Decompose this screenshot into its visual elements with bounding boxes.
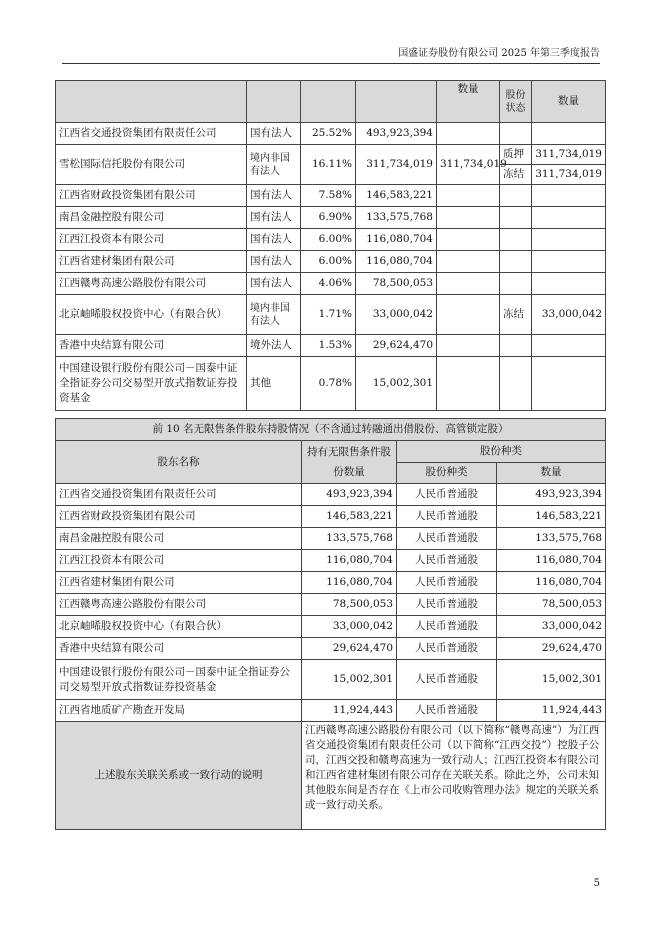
share-status: 冻结 (500, 295, 532, 335)
share-count: 33,000,042 (356, 295, 437, 335)
holder-name: 中国建设银行股份有限公司－国泰中证全指证券公司交易型开放式指数证券投资基金 (56, 660, 302, 700)
holder-name: 江西江投资本有限公司 (56, 550, 302, 572)
holder-type: 国有法人 (247, 207, 301, 229)
table-row (56, 528, 606, 550)
unrestricted-qty: 493,923,394 (302, 484, 397, 506)
kind-qty: 11,924,443 (497, 700, 606, 722)
share-count: 133,575,768 (356, 207, 437, 229)
holder-name: 江西省财政投资集团有限公司 (56, 185, 247, 207)
header-share-status: 股份状态 (500, 81, 532, 123)
restricted-qty: 311,734,019 (437, 145, 500, 185)
empty-cell (500, 335, 532, 357)
share-kind: 人民币普通股 (397, 506, 497, 528)
holding-pct: 6.00% (301, 251, 356, 273)
holder-name: 江西省地质矿产勘查开发局 (56, 700, 302, 722)
holder-name: 江西赣粤高速公路股份有限公司 (56, 273, 247, 295)
kind-qty: 29,624,470 (497, 638, 606, 660)
table-row (56, 295, 606, 335)
share-count: 311,734,019 (356, 145, 437, 185)
header-share-kind: 股份种类 (397, 441, 606, 463)
holder-type: 其他 (247, 357, 301, 411)
holding-pct: 6.00% (301, 229, 356, 251)
holder-type: 境内非国有法人 (247, 295, 301, 335)
header-qty: 数量 (437, 81, 500, 123)
table-row (56, 660, 606, 700)
table-row (56, 251, 606, 273)
status-qty (532, 123, 606, 145)
relation-note-text: 江西赣粤高速公路股份有限公司（以下简称“赣粤高速”）为江西省交通投资集团有限责任公司（以下简称“江西交投”）控股子公司，江西交投和赣粤高速为一致行动人；江西江投资本有限公司和江西省建材集团有限公司存在关联关系。除此之外，公司未知其他股东间是否存在《上市公司收购管理办法》规定的关联关系或一致行动关系。 (302, 722, 606, 830)
holder-name: 香港中央结算有限公司 (56, 638, 302, 660)
holding-pct: 1.53% (301, 335, 356, 357)
kind-qty: 15,002,301 (497, 660, 606, 700)
page-header (62, 44, 600, 64)
kind-qty: 78,500,053 (497, 594, 606, 616)
unrestricted-qty: 29,624,470 (302, 638, 397, 660)
table-row (56, 335, 606, 357)
empty-cell (532, 207, 606, 229)
kind-qty: 116,080,704 (497, 550, 606, 572)
status-qty: 33,000,042 (532, 295, 606, 335)
empty-cell (437, 185, 500, 207)
holding-pct: 1.71% (301, 295, 356, 335)
empty-cell (500, 229, 532, 251)
share-status (500, 123, 532, 145)
table-row (56, 207, 606, 229)
table-row (56, 273, 606, 295)
share-kind: 人民币普通股 (397, 572, 497, 594)
table-row (56, 700, 606, 722)
empty-cell (532, 229, 606, 251)
share-kind: 人民币普通股 (397, 528, 497, 550)
unrestricted-qty: 146,583,221 (302, 506, 397, 528)
unrestricted-qty: 11,924,443 (302, 700, 397, 722)
table-row (56, 572, 606, 594)
table-row (56, 229, 606, 251)
restricted-qty (437, 123, 500, 145)
unrestricted-qty: 33,000,042 (302, 616, 397, 638)
relation-note-row (56, 722, 606, 830)
holder-name: 江西省财政投资集团有限公司 (56, 506, 302, 528)
kind-qty: 33,000,042 (497, 616, 606, 638)
holder-name: 南昌金融控股有限公司 (56, 528, 302, 550)
holder-name: 北京岫晞股权投资中心（有限合伙） (56, 295, 247, 335)
header-kind: 股份种类 (397, 462, 497, 484)
empty-cell (437, 273, 500, 295)
empty-cell (500, 251, 532, 273)
table-header-row (56, 81, 606, 123)
holder-type: 境内非国有法人 (247, 145, 301, 185)
status-qty: 311,734,019 (532, 165, 606, 185)
holder-name: 南昌金融控股有限公司 (56, 207, 247, 229)
status-qty: 311,734,019 (532, 145, 606, 165)
table-row (56, 123, 606, 145)
unrestricted-shareholders-table (55, 418, 606, 830)
report-title: 国盛证券股份有限公司 2025 年第三季度报告 (398, 48, 600, 59)
empty-cell (437, 207, 500, 229)
empty-cell (500, 207, 532, 229)
unrestricted-qty: 116,080,704 (302, 550, 397, 572)
holder-name: 中国建设银行股份有限公司－国泰中证全指证券公司交易型开放式指数证券投资基金 (56, 357, 247, 411)
share-status: 冻结 (500, 165, 532, 185)
empty-cell (437, 295, 500, 335)
empty-cell (437, 357, 500, 411)
share-kind: 人民币普通股 (397, 484, 497, 506)
share-count: 493,923,394 (356, 123, 437, 145)
holder-name: 江西省交通投资集团有限责任公司 (56, 484, 302, 506)
share-count: 15,002,301 (356, 357, 437, 411)
share-kind: 人民币普通股 (397, 638, 497, 660)
empty-cell (532, 251, 606, 273)
table-row (56, 185, 606, 207)
relation-note-label: 上述股东关联关系或一致行动的说明 (56, 722, 302, 830)
share-kind: 人民币普通股 (397, 660, 497, 700)
holder-name: 江西赣粤高速公路股份有限公司 (56, 594, 302, 616)
holder-name: 江西省建材集团有限公司 (56, 251, 247, 273)
share-count: 116,080,704 (356, 251, 437, 273)
table-row (56, 506, 606, 528)
unrestricted-qty: 15,002,301 (302, 660, 397, 700)
table-row (56, 145, 606, 165)
top-shareholders-table (55, 80, 606, 411)
empty-cell (532, 273, 606, 295)
holding-pct: 16.11% (301, 145, 356, 185)
table-header-row (56, 441, 606, 463)
empty-cell (437, 335, 500, 357)
kind-qty: 146,583,221 (497, 506, 606, 528)
section-title-row (56, 419, 606, 441)
empty-cell (500, 185, 532, 207)
holder-name: 雪松国际信托股份有限公司 (56, 145, 247, 185)
header-holder-name: 股东名称 (56, 441, 302, 484)
table-row (56, 550, 606, 572)
share-status: 质押 (500, 145, 532, 165)
holder-type: 国有法人 (247, 123, 301, 145)
holding-pct: 6.90% (301, 207, 356, 229)
share-count: 78,500,053 (356, 273, 437, 295)
table-row (56, 484, 606, 506)
table-row (56, 638, 606, 660)
kind-qty: 493,923,394 (497, 484, 606, 506)
unrestricted-qty: 116,080,704 (302, 572, 397, 594)
holder-type: 境外法人 (247, 335, 301, 357)
empty-cell (500, 357, 532, 411)
unrestricted-qty: 78,500,053 (302, 594, 397, 616)
empty-cell (532, 335, 606, 357)
holding-pct: 4.06% (301, 273, 356, 295)
header-qty: 数量 (497, 462, 606, 484)
empty-cell (532, 185, 606, 207)
share-count: 29,624,470 (356, 335, 437, 357)
header-qty2: 数量 (532, 81, 606, 123)
share-count: 146,583,221 (356, 185, 437, 207)
holding-pct: 25.52% (301, 123, 356, 145)
table-row (56, 616, 606, 638)
holding-pct: 0.78% (301, 357, 356, 411)
empty-cell (500, 273, 532, 295)
holder-name: 北京岫晞股权投资中心（有限合伙） (56, 616, 302, 638)
holder-type: 国有法人 (247, 273, 301, 295)
section-title: 前 10 名无限售条件股东持股情况（不含通过转融通出借股份、高管锁定股） (56, 419, 606, 441)
empty-cell (532, 357, 606, 411)
page-number: 5 (593, 878, 600, 889)
holder-name: 江西省交通投资集团有限责任公司 (56, 123, 247, 145)
holder-type: 国有法人 (247, 229, 301, 251)
table-row (56, 594, 606, 616)
table-row (56, 357, 606, 411)
kind-qty: 133,575,768 (497, 528, 606, 550)
share-kind: 人民币普通股 (397, 594, 497, 616)
kind-qty: 116,080,704 (497, 572, 606, 594)
header-unrestricted-qty: 持有无限售条件股份数量 (302, 441, 397, 484)
holder-name: 江西江投资本有限公司 (56, 229, 247, 251)
holder-name: 香港中央结算有限公司 (56, 335, 247, 357)
holder-name: 江西省建材集团有限公司 (56, 572, 302, 594)
share-count: 116,080,704 (356, 229, 437, 251)
share-kind: 人民币普通股 (397, 550, 497, 572)
empty-cell (437, 251, 500, 273)
share-kind: 人民币普通股 (397, 616, 497, 638)
holding-pct: 7.58% (301, 185, 356, 207)
holder-type: 国有法人 (247, 251, 301, 273)
empty-cell (437, 229, 500, 251)
unrestricted-qty: 133,575,768 (302, 528, 397, 550)
share-kind: 人民币普通股 (397, 700, 497, 722)
holder-type: 国有法人 (247, 185, 301, 207)
